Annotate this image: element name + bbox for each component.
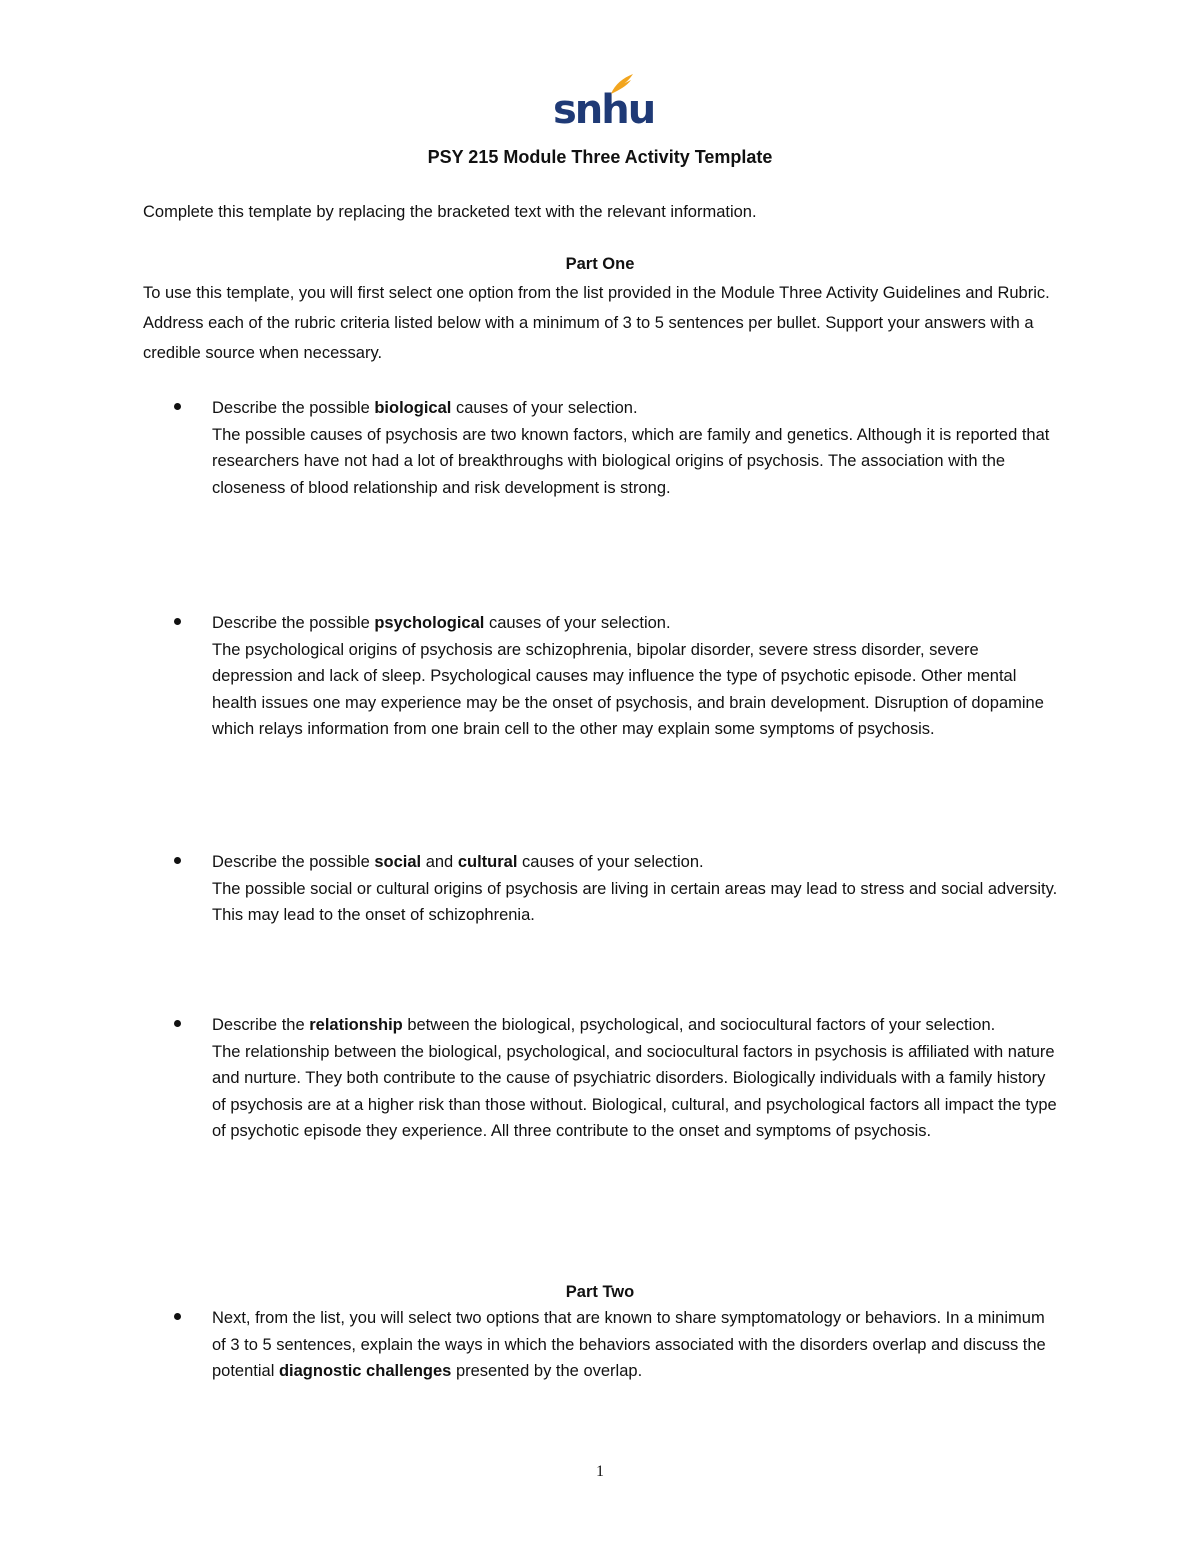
- bullet-prompt: [212, 849, 1060, 876]
- prompt-text: presented by the overlap.: [451, 1362, 643, 1380]
- bullet-marker: [174, 1313, 181, 1320]
- prompt-text: between the biological, psychological, and sociocultural factors of your selection.: [402, 1016, 996, 1034]
- prompt-emphasis: cultural: [457, 853, 518, 871]
- prompt-emphasis: social: [374, 853, 422, 871]
- prompt-text: causes of your selection.: [451, 399, 638, 417]
- part-one-heading: Part One: [565, 255, 635, 273]
- part-one-instructions: To use this template, you will first select one option from the list provided in the Module Three Activity Guidelines and Rubric. Address each of the rubric criteria listed below with a minimum of 3 to 5 sentences per bullet. Support your answers with a credible source when necessary.: [143, 284, 1050, 362]
- prompt-text: Describe the: [212, 1016, 310, 1034]
- bullet-marker: [174, 857, 181, 864]
- prompt-text: and: [421, 853, 458, 871]
- bullet-answer: The relationship between the biological, psychological, and sociocultural factors in psychosis is affiliated with nature and nurture. They both contribute to the cause of psychiatric disorders. Biologically individuals with a family history of psychosis are at a higher risk than those without. Biological, cultural, and psychological factors all impact the type of psychotic episode they experience. All three contribute to the onset and symptoms of psychosis.: [212, 1042, 1057, 1140]
- bullet-body: [212, 395, 1060, 501]
- logo-text: snhu: [553, 87, 655, 133]
- snhu-logo: [553, 72, 655, 134]
- prompt-emphasis: psychological: [374, 614, 485, 632]
- bullet-prompt: [212, 1012, 1060, 1039]
- bullet-marker: [174, 403, 181, 410]
- flame-icon: [609, 72, 635, 96]
- page-number: 1: [596, 1463, 604, 1480]
- bullet-answer: The psychological origins of psychosis are schizophrenia, bipolar disorder, severe stress disorder, severe depression and lack of sleep. Psychological causes may influence the type of psychotic episode. Other mental health issues one may experience may be the onset of psychosis, and brain development. Disruption of dopamine which relays information from one brain cell to the other may explain some symptoms of psychosis.: [212, 640, 1044, 738]
- page-title: PSY 215 Module Three Activity Template: [427, 147, 773, 167]
- prompt-text: Describe the possible: [212, 853, 375, 871]
- bullet-answer: The possible causes of psychosis are two known factors, which are family and genetics. Although it is reported that researchers have not had a lot of breakthroughs with biological origins of psychosis. The association with the closeness of blood relationship and risk development is strong.: [212, 425, 1050, 497]
- prompt-emphasis: diagnostic challenges: [278, 1362, 452, 1380]
- bullet-marker: [174, 1020, 181, 1027]
- bullet-prompt: [212, 1305, 1060, 1385]
- bullet-body: [212, 610, 1060, 743]
- bullet-prompt: [212, 610, 1060, 637]
- prompt-text: causes of your selection.: [484, 614, 671, 632]
- bullet-prompt: [212, 395, 1060, 422]
- bullet-answer: The possible social or cultural origins of psychosis are living in certain areas may lead to stress and social adversity. This may lead to the onset of schizophrenia.: [212, 879, 1058, 924]
- prompt-text: Next, from the list, you will select two options that are known to share symptomatology or behaviors. In a minimum of 3 to 5 sentences, explain the ways in which the behaviors associated with the disorders overlap and discuss the potential: [212, 1309, 1046, 1380]
- prompt-text: Describe the possible: [212, 614, 375, 632]
- bullet-marker: [174, 618, 181, 625]
- prompt-emphasis: biological: [374, 399, 452, 417]
- intro-text: Complete this template by replacing the bracketed text with the relevant information.: [143, 203, 757, 221]
- bullet-body: [212, 1012, 1060, 1145]
- part-two-heading: Part Two: [565, 1283, 635, 1301]
- bullet-body: [212, 1305, 1060, 1385]
- prompt-text: causes of your selection.: [517, 853, 704, 871]
- prompt-text: Describe the possible: [212, 399, 375, 417]
- bullet-body: [212, 849, 1060, 929]
- prompt-emphasis: relationship: [309, 1016, 403, 1034]
